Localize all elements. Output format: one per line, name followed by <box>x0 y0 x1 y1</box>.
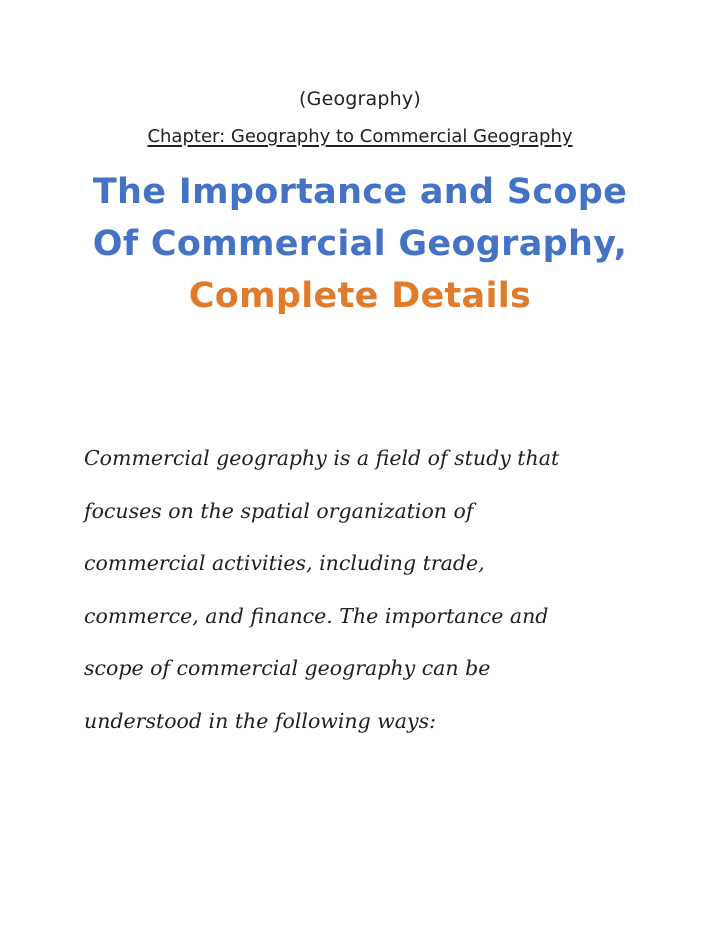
title-line-2: Of Commercial Geography, <box>92 224 628 264</box>
title-line-3: Complete Details <box>188 276 532 316</box>
page-title <box>0 166 720 322</box>
title-line-1: The Importance and Scope <box>92 172 628 212</box>
paragraph-line: focuses on the spatial organization of <box>84 498 474 523</box>
paragraph-line: understood in the following ways: <box>84 708 437 733</box>
intro-paragraph <box>84 432 664 747</box>
paragraph-line: commercial activities, including trade, <box>84 551 485 575</box>
paragraph-line: commerce, and finance. The importance and <box>84 603 549 628</box>
subject-heading: (Geography) <box>299 88 421 110</box>
chapter-heading: Chapter: Geography to Commercial Geography <box>147 126 573 147</box>
paragraph-line: scope of commercial geography can be <box>84 656 491 680</box>
paragraph-line: Commercial geography is a field of study that <box>84 446 560 470</box>
